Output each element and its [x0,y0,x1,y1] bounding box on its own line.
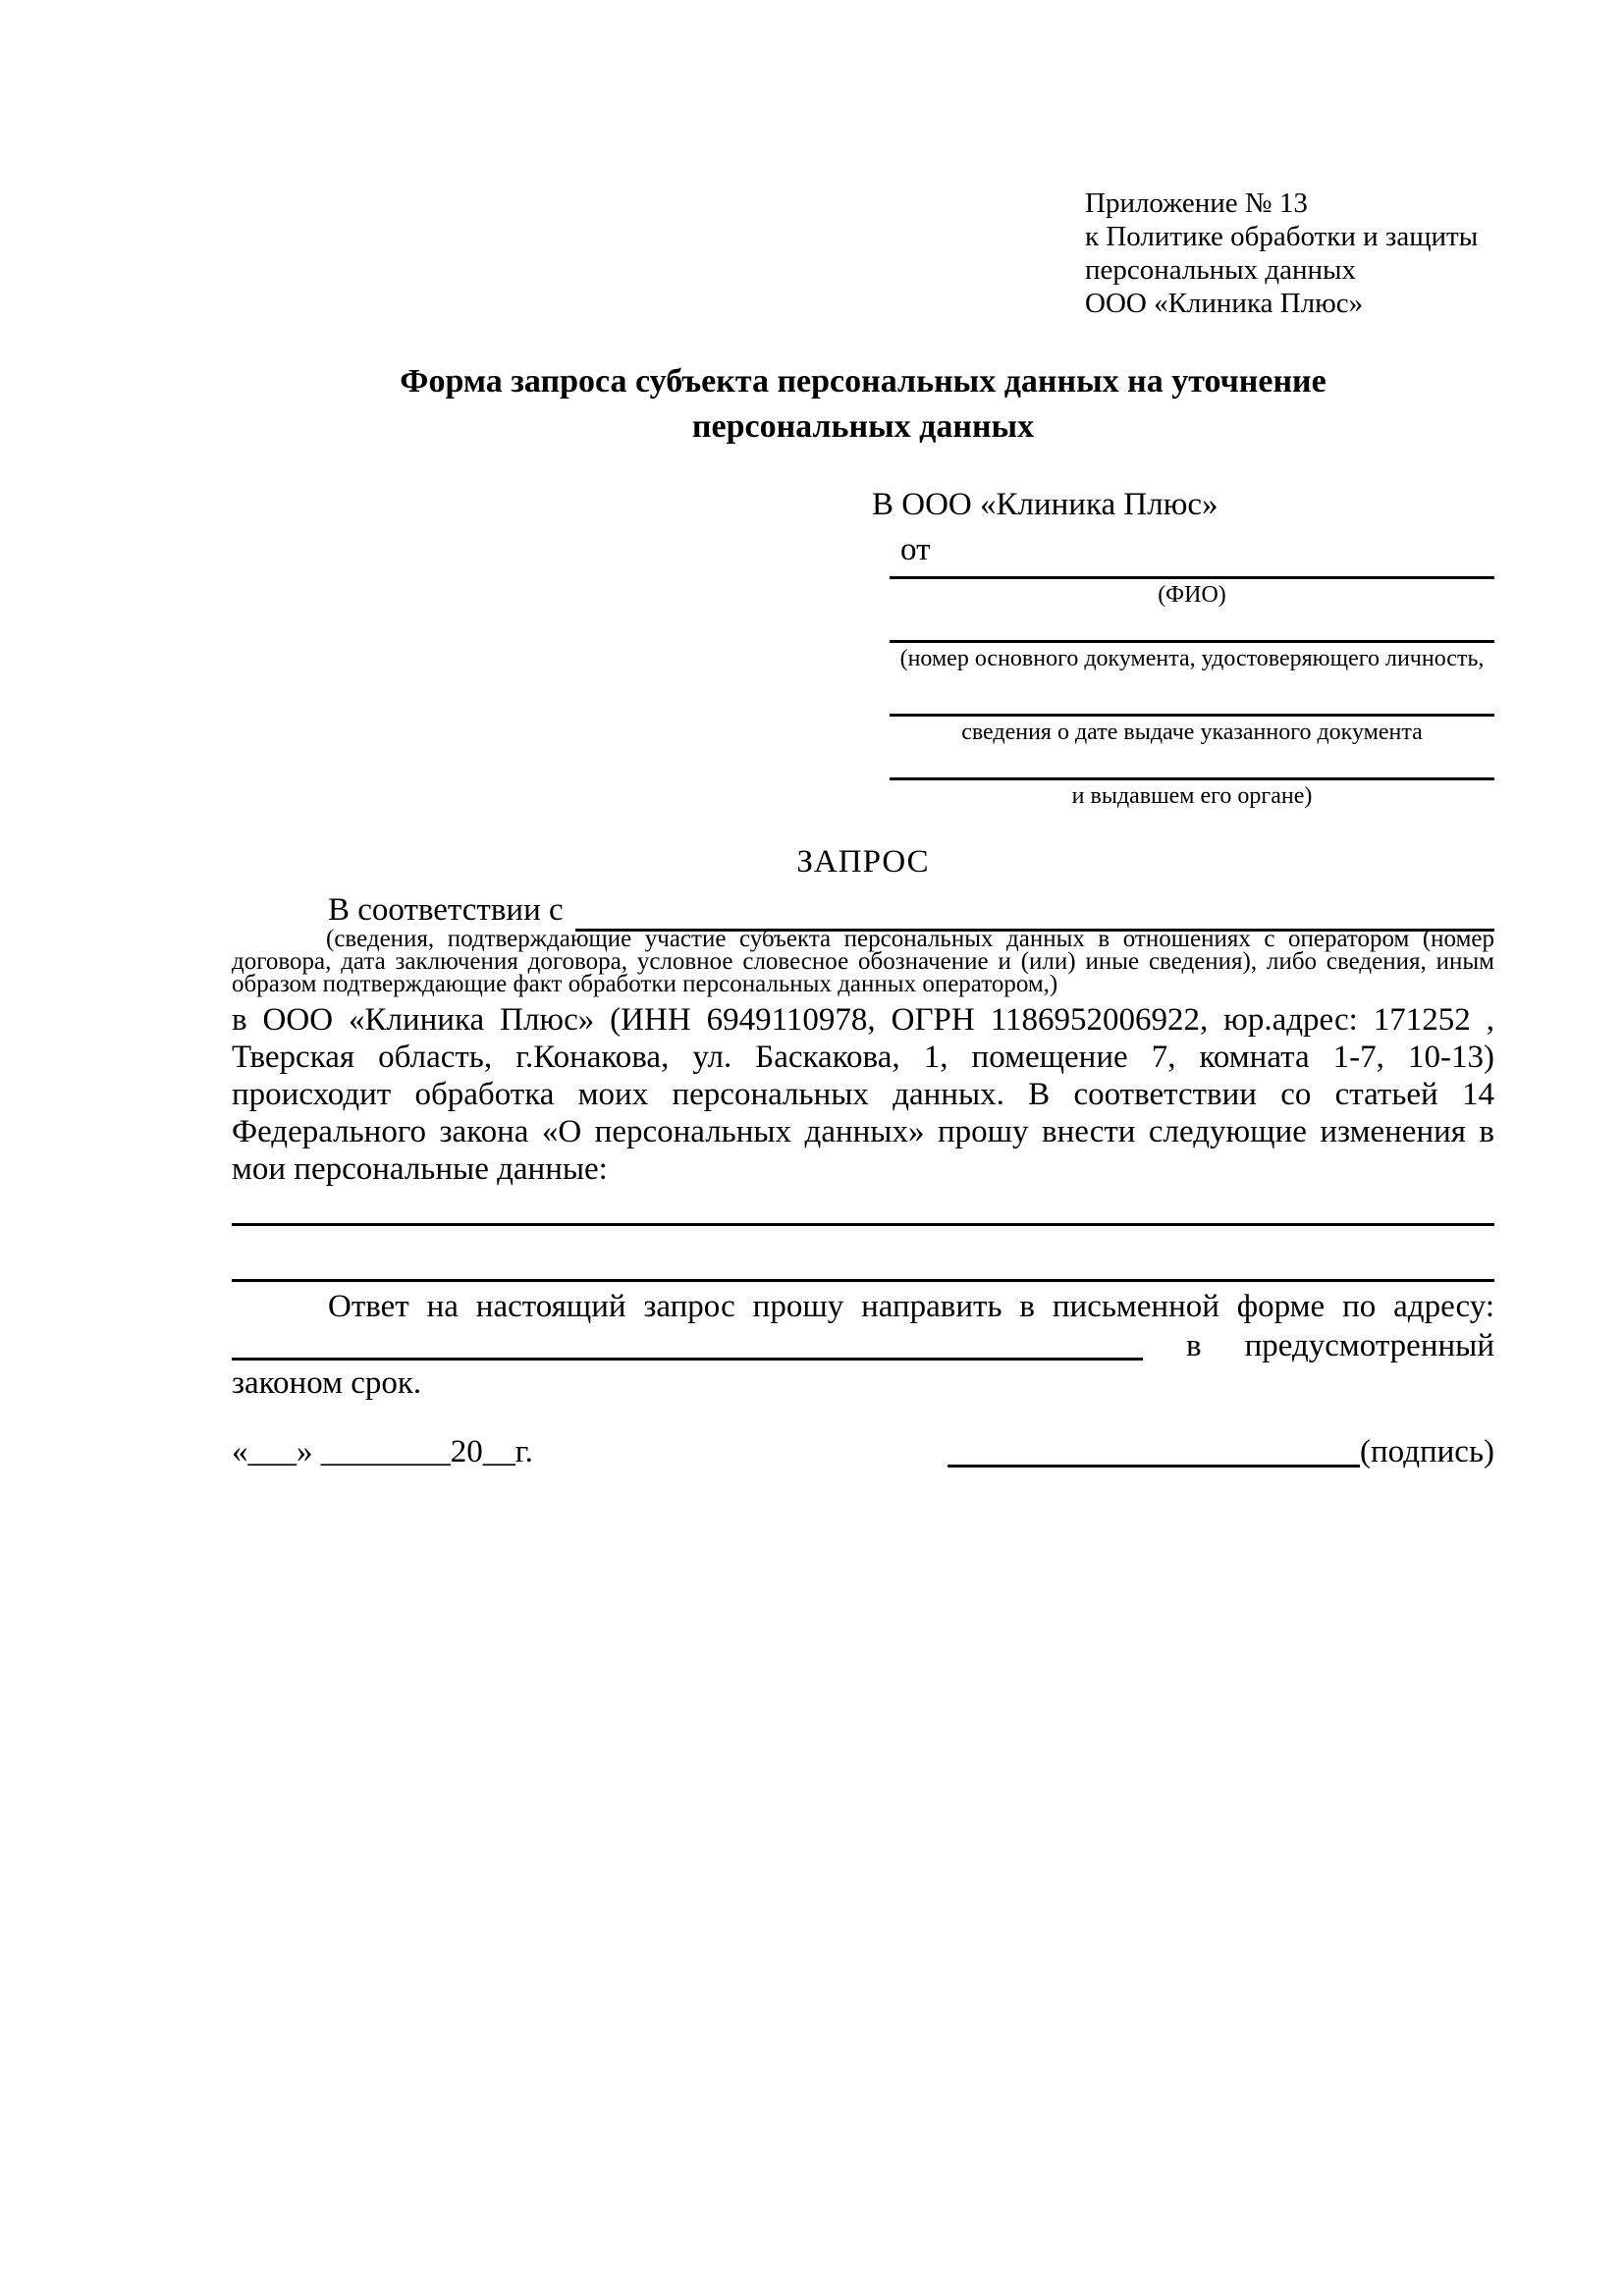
date-signature-row [232,1433,1494,1472]
document-number-blank-line [890,610,1494,643]
from-label: от [900,532,931,567]
date-blank: «___» ________20__г. [232,1434,533,1469]
request-heading: ЗАПРОС [796,844,930,880]
accordance-prefix: В соответствии с [328,892,564,928]
issue-date-blank-line [890,683,1494,717]
appendix-block [1085,187,1478,320]
appendix-line: персональных данных [1085,254,1357,286]
address-blank-line [232,1327,1143,1361]
appendix-line: ООО «Клиника Плюс» [1085,288,1364,319]
answer-paragraph-line-1: Ответ на настоящий запрос прошу направить в письменной форме по адресу: [328,1289,1494,1324]
appendix-line: к Политике обработки и защиты [1085,221,1479,252]
body-paragraph: в ООО «Клиника Плюс» (ИНН 6949110978, ОГРН 1186952006922, юр.адрес: 171252 , Тверская область, г.Конакова, ул. Баскакова, 1, помещение 7, комната 1-7, 10-13) происходит обработка моих персональных данных. В соответствии со статьей 14 Федерального закона «О персональных данных» прошу внести следующие изменения в мои персональные данные: [232,1002,1494,1187]
signature-caption: (подпись) [1360,1434,1494,1469]
signature-group [947,1433,1494,1470]
document-title: Форма запроса субъекта персональных данных на уточнение персональных данных [400,363,1326,445]
appendix-line: Приложение № 13 [1085,187,1308,219]
answer-paragraph-line-2 [232,1327,1494,1364]
issuing-authority-caption: и выдавшем его органе) [1071,783,1313,809]
changes-blank-line-2 [232,1250,1494,1282]
issuing-authority-blank-line [890,747,1494,780]
fine-print-note: (сведения, подтверждающие участие субъекта персональных данных в отношениях с оператором (номер договора, дата заключения договора, условное словесное обозначение и (или) иные сведения), либо сведения, иным образом подтверждающие факт обработки персональных данных оператором,) [232,926,1494,997]
answer-word-v: в [1186,1328,1202,1363]
issue-date-caption: сведения о дате выдаче указанного документа [961,720,1423,745]
signature-blank-line [947,1433,1360,1468]
changes-blank-line-1 [232,1194,1494,1226]
document-number-caption: (номер основного документа, удостоверяющего личность, [899,646,1485,671]
addressee-organization: В ООО «Клиника Плюс» [872,487,1218,522]
answer-word-predusmotrenny: предусмотренный [1244,1328,1494,1363]
answer-paragraph-line-3: законом срок. [232,1365,422,1401]
fio-blank-line [890,546,1494,579]
fio-caption: (ФИО) [1158,582,1226,608]
